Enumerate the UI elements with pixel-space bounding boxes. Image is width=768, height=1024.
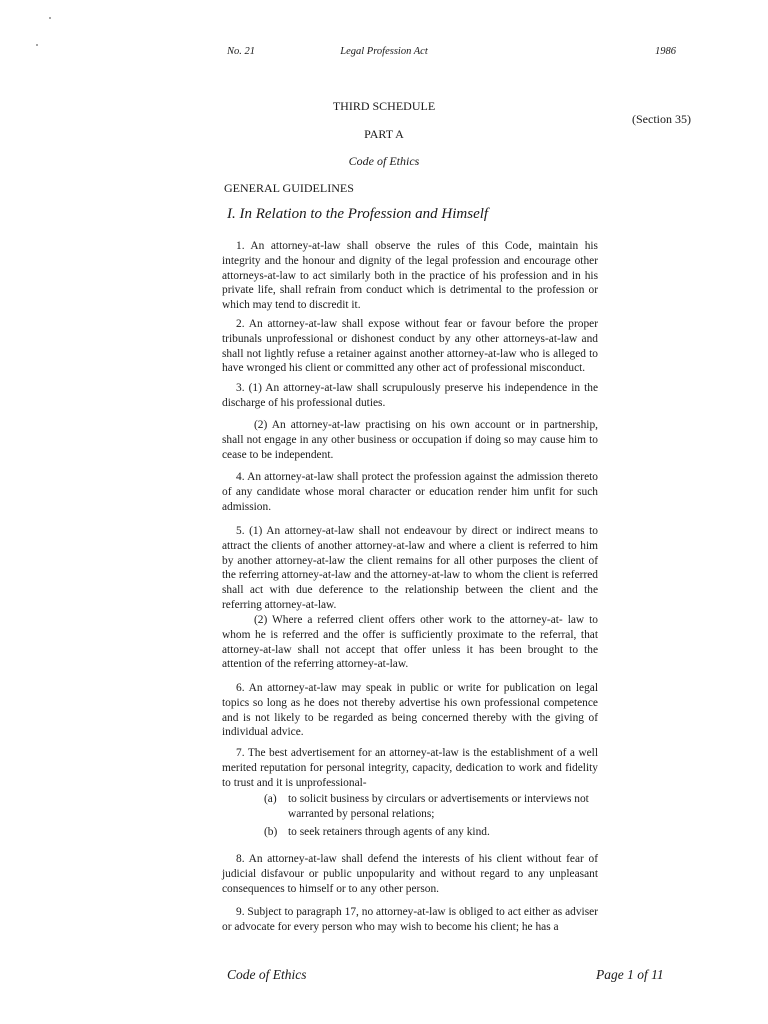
footer-code-title: Code of Ethics <box>227 967 307 982</box>
list-item-text: to seek retainers through agents of any kind. <box>288 826 490 839</box>
list-item-text: to solicit business by circulars or advertisements or interviews not warranted by personal relations; <box>288 793 589 820</box>
paragraph-text: 1. An attorney-at-law shall observe the rules of this Code, maintain his integrity and the honour and dignity of the legal profession and encourage other attorneys-at-law to act similarly both in the practice of his profession and in his private life, shall refrain from conduct which is detrimental to the profession or which may tend to discredit it. <box>222 240 598 312</box>
paragraph-6 <box>222 681 598 740</box>
paragraph-4 <box>222 470 598 514</box>
list-item-label: (b) <box>264 826 278 839</box>
scan-speck <box>49 17 51 19</box>
paragraph-2 <box>222 317 598 376</box>
paragraph-1 <box>222 239 598 313</box>
header-act-title: Legal Profession Act <box>340 46 428 57</box>
paragraph-3-1 <box>222 381 598 411</box>
paragraph-9 <box>222 905 598 935</box>
paragraph-8 <box>222 852 598 896</box>
paragraph-text: 5. (1) An attorney-at-law shall not endeavour by direct or indirect means to attract the clients of another attorney-at-law and where a client is referred to him by another attorney-at-law the client remains for all other purposes the client of the referring attorney-at-law and the attorney-at-law to whom the client is referred shall act with due deference to the relationship between the client and the referring attorney-at-law. <box>222 525 598 611</box>
code-title: Code of Ethics <box>348 154 420 168</box>
paragraph-text: (2) An attorney-at-law practising on his own account or in partnership, shall not engage in any other business or occupation if doing so may cause him to cease to be independent. <box>222 419 598 461</box>
paragraph-text: 9. Subject to paragraph 17, no attorney-at-law is obliged to act either as adviser or advocate for every person who may wish to become his client; he has a <box>222 906 598 933</box>
paragraph-text: 3. (1) An attorney-at-law shall scrupulously preserve his independence in the discharge of his professional duties. <box>222 382 598 409</box>
paragraph-text: 8. An attorney-at-law shall defend the interests of his client without fear of judicial disfavour or public unpopularity and without regard to any unpleasant consequences to himself or to any other person. <box>222 853 598 895</box>
paragraph-text: 7. The best advertisement for an attorney-at-law is the establishment of a well merited reputation for personal integrity, capacity, dedication to work and fidelity to trust and it is unprofessional- <box>222 747 598 789</box>
schedule-title: THIRD SCHEDULE <box>332 99 436 113</box>
list-item <box>264 792 594 821</box>
list-item-label: (a) <box>264 793 277 805</box>
header-year: 1986 <box>655 46 676 57</box>
paragraph-7-list <box>264 792 594 844</box>
paragraph-text: (2) Where a referred client offers other work to the attorney-at- law to whom he is referred and the offer is sufficiently proximate to the referral, that attorney-at-law shall not accept that offer unless it has been brought to the attention of the referring attorney-at-law. <box>222 614 598 671</box>
general-guidelines-heading: GENERAL GUIDELINES <box>224 181 354 195</box>
list-item <box>264 825 594 840</box>
paragraph-text: 6. An attorney-at-law may speak in public or write for publication on legal topics so long as he does not thereby advertise his own professional competence and is not likely to be regarded as being concerned thereby with the giving of individual advice. <box>222 682 598 739</box>
footer-page-number: Page 1 of 11 <box>596 967 664 982</box>
paragraph-3-2 <box>222 418 598 462</box>
section-subheading: I. In Relation to the Profession and Himself <box>227 206 489 222</box>
paragraph-text: 2. An attorney-at-law shall expose without fear or favour before the proper tribunals unprofessional or dishonest conduct by any other attorneys-at-law and shall not lightly refuse a retainer against another attorney-at-law who is alleged to have wronged his client or committed any other act of professional misconduct. <box>222 318 598 375</box>
paragraph-7 <box>222 746 598 790</box>
part-title: PART A <box>364 127 404 141</box>
section-reference: (Section 35) <box>632 112 691 126</box>
header-act-number: No. 21 <box>227 46 256 57</box>
paragraph-5-1 <box>222 524 598 613</box>
paragraph-5-2 <box>222 613 598 672</box>
paragraph-text: 4. An attorney-at-law shall protect the profession against the admission thereto of any candidate whose moral character or education render him unfit for such admission. <box>222 471 598 513</box>
